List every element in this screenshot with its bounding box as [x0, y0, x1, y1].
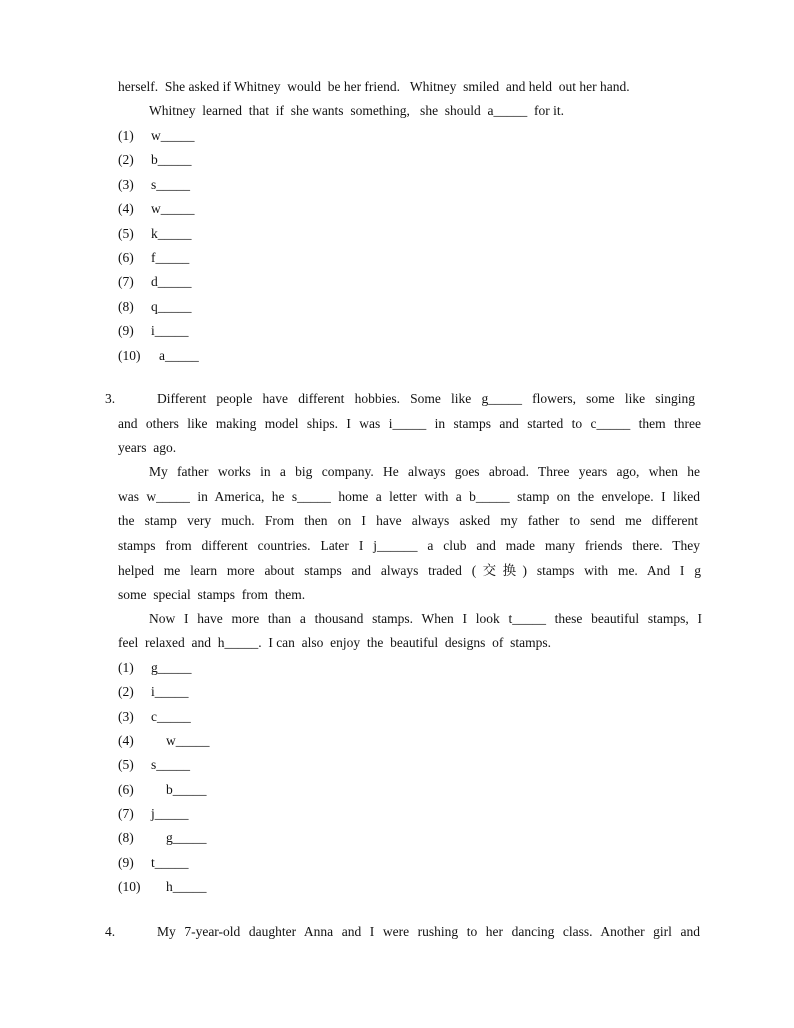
- list-item-number: (5): [118, 757, 134, 772]
- passage3-line-2: and others like making model ships. I was i_____ in stamps and started to c_____ them three: [118, 416, 701, 431]
- passage3-line-10: Now I have more than a thousand stamps. When I look t_____ these beautiful stamps, I: [149, 611, 702, 626]
- list-item-number: (1): [118, 128, 134, 143]
- passage3-line-6: the stamp very much. From then on I have always asked my father to send me different: [118, 513, 698, 528]
- list-item-answer: s_____: [151, 757, 191, 772]
- list-item-number: (10): [118, 879, 141, 894]
- passage3-number: 3.: [105, 391, 116, 406]
- passage4-number: 4.: [105, 924, 116, 939]
- passage3-line-3: years ago.: [118, 440, 177, 455]
- list-item-answer: a_____: [159, 348, 199, 363]
- list-item-answer: j_____: [151, 806, 189, 821]
- passage3-line-9: some special stamps from them.: [118, 587, 306, 602]
- passage3-line-8: helped me learn more about stamps and always traded (交换) stamps with me. And I g: [118, 563, 701, 578]
- passage3-line-4: My father works in a big company. He always goes abroad. Three years ago, when he: [149, 464, 700, 479]
- list-item-answer: w_____: [151, 128, 195, 143]
- list-item-answer: g_____: [166, 830, 207, 845]
- list-item-answer: b_____: [166, 782, 207, 797]
- list-item-answer: f_____: [151, 250, 190, 265]
- list-item-number: (2): [118, 684, 134, 699]
- list-item-answer: t_____: [151, 855, 189, 870]
- list-item-number: (2): [118, 152, 134, 167]
- list-item-number: (1): [118, 660, 134, 675]
- list-item-answer: h_____: [166, 879, 207, 894]
- passage3-line-1: Different people have different hobbies. Some like g_____ flowers, some like singing: [157, 391, 695, 406]
- list-item-number: (6): [118, 250, 134, 265]
- list-item-answer: k_____: [151, 226, 192, 241]
- list-item-answer: b_____: [151, 152, 192, 167]
- list-item-number: (10): [118, 348, 141, 363]
- list-item-answer: w_____: [151, 201, 195, 216]
- list-item-answer: q_____: [151, 299, 192, 314]
- list-item-number: (8): [118, 830, 134, 845]
- list-item-answer: i_____: [151, 684, 189, 699]
- passage4-line-1: My 7-year-old daughter Anna and I were rushing to her dancing class. Another girl and: [157, 924, 700, 939]
- list-item-number: (7): [118, 806, 134, 821]
- list-item-answer: i_____: [151, 323, 189, 338]
- list-item-answer: w_____: [166, 733, 210, 748]
- list-item-number: (4): [118, 733, 134, 748]
- list-item-number: (7): [118, 274, 134, 289]
- list-item-number: (9): [118, 323, 134, 338]
- list-item-answer: c_____: [151, 709, 191, 724]
- list-item-number: (4): [118, 201, 134, 216]
- passage2-line-2: Whitney learned that if she wants something, she should a_____ for it.: [149, 103, 565, 118]
- list-item-number: (6): [118, 782, 134, 797]
- list-item-number: (8): [118, 299, 134, 314]
- passage3-line-5: was w_____ in America, he s_____ home a letter with a b_____ stamp on the envelope. I liked: [118, 489, 700, 504]
- list-item-answer: s_____: [151, 177, 191, 192]
- list-item-answer: d_____: [151, 274, 192, 289]
- list-item-number: (9): [118, 855, 134, 870]
- list-item-answer: g_____: [151, 660, 192, 675]
- passage2-line-1: herself. She asked if Whitney would be her friend. Whitney smiled and held out her hand.: [118, 79, 630, 94]
- passage3-line-7: stamps from different countries. Later I j______ a club and made many friends there. They: [118, 538, 700, 553]
- list-item-number: (5): [118, 226, 134, 241]
- passage3-line-11: feel relaxed and h_____. I can also enjoy the beautiful designs of stamps.: [118, 635, 552, 650]
- list-item-number: (3): [118, 177, 134, 192]
- list-item-number: (3): [118, 709, 134, 724]
